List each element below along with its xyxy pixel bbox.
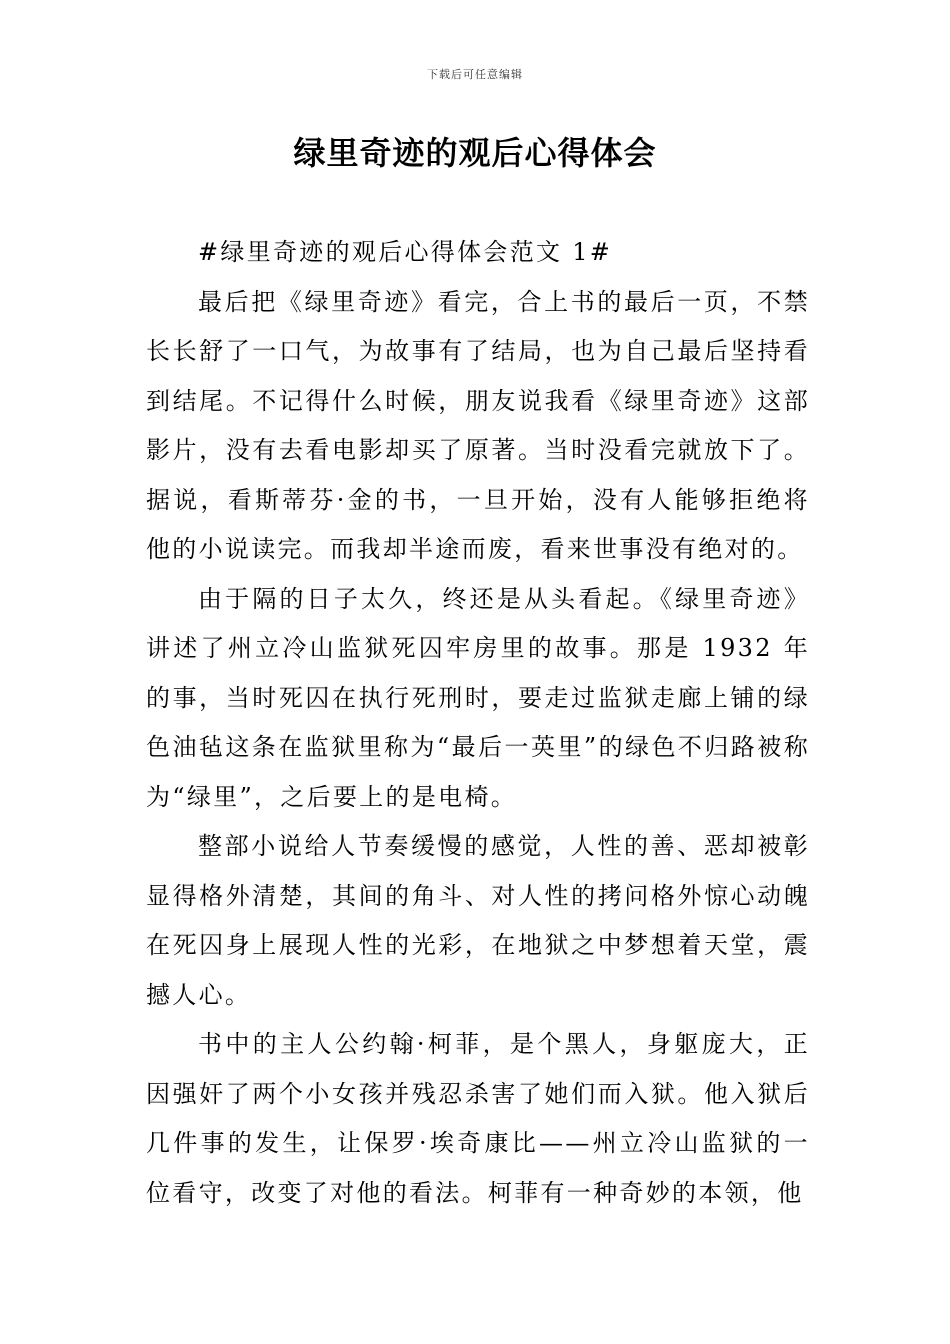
document-title: 绿里奇迹的观后心得体会: [293, 134, 657, 172]
paragraph-3: 整部小说给人节奏缓慢的感觉，人性的善、恶却被彰显得格外清楚，其间的角斗、对人性的拷问格外惊心动魄在死囚身上展现人性的光彩，在地狱之中梦想着天堂，震撼人心。: [146, 832, 810, 1009]
header-note: 下载后可任意编辑: [427, 68, 523, 81]
document-body: [146, 228, 810, 1218]
paragraph-1: 最后把《绿里奇迹》看完，合上书的最后一页，不禁长长舒了一口气，为故事有了结局，也为自己最后坚持看到结尾。不记得什么时候，朋友说我看《绿里奇迹》这部影片，没有去看电影却买了原著。当时没看完就放下了。据说，看斯蒂芬·金的书，一旦开始，没有人能够拒绝将他的小说读完。而我却半途而废，看来世事没有绝对的。: [146, 287, 810, 563]
paragraph-4: 书中的主人公约翰·柯菲，是个黑人，身躯庞大，正因强奸了两个小女孩并残忍杀害了她们而入狱。他入狱后几件事的发生，让保罗·埃奇康比——州立冷山监狱的一位看守，改变了对他的看法。柯菲有一种奇妙的本领，他: [146, 1030, 810, 1207]
section-heading: #绿里奇迹的观后心得体会范文 1#: [198, 238, 613, 266]
paragraph-2: 由于隔的日子太久，终还是从头看起。《绿里奇迹》讲述了州立冷山监狱死囚牢房里的故事。那是 1932 年的事，当时死囚在执行死刑时，要走过监狱走廊上铺的绿色油毡这条在监狱里称为“最后一英里”的绿色不归路被称为“绿里”，之后要上的是电椅。: [146, 584, 810, 811]
